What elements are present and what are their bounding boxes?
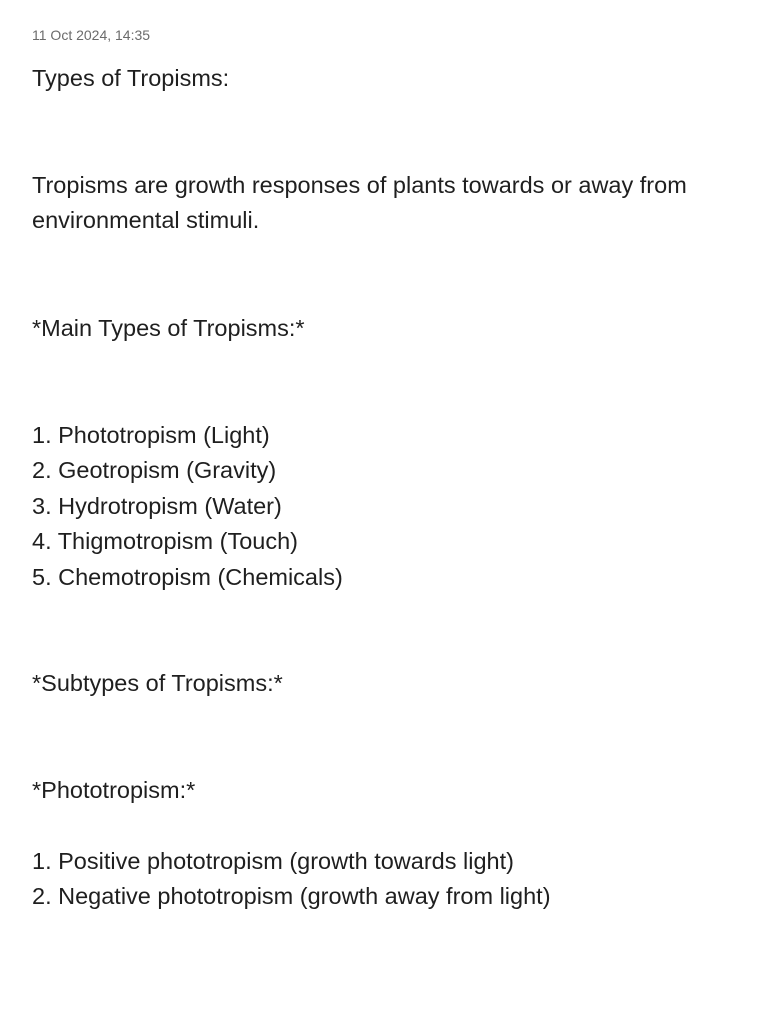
subtypes-heading-text: *Subtypes of Tropisms:*	[32, 670, 283, 696]
list-item: 1. Phototropism (Light)	[32, 422, 270, 448]
phototropism-heading	[32, 773, 736, 808]
intro-text: Tropisms are growth responses of plants towards or away from environmental stimuli.	[32, 172, 687, 234]
phototropism-heading-text: *Phototropism:*	[32, 777, 196, 803]
list-item: 2. Negative phototropism (growth away from light)	[32, 883, 551, 910]
title-text: Types of Tropisms:	[32, 65, 230, 91]
main-types-heading	[32, 311, 736, 346]
list-item: 2. Geotropism (Gravity)	[32, 457, 277, 484]
list-item: 3. Hydrotropism (Water)	[32, 492, 282, 519]
list-item: 4. Thigmotropism (Touch)	[32, 528, 298, 555]
main-types-heading-text: *Main Types of Tropisms:*	[32, 315, 305, 341]
main-types-list	[32, 418, 736, 595]
subtypes-heading	[32, 666, 736, 701]
list-item: 5. Chemotropism (Chemicals)	[32, 563, 343, 590]
note-title	[32, 61, 736, 96]
list-item: 1. Positive phototropism (growth towards light)	[32, 848, 514, 874]
intro-paragraph	[32, 168, 736, 239]
phototropism-subtypes-list	[32, 844, 736, 915]
message-timestamp: 11 Oct 2024, 14:35	[32, 27, 151, 43]
